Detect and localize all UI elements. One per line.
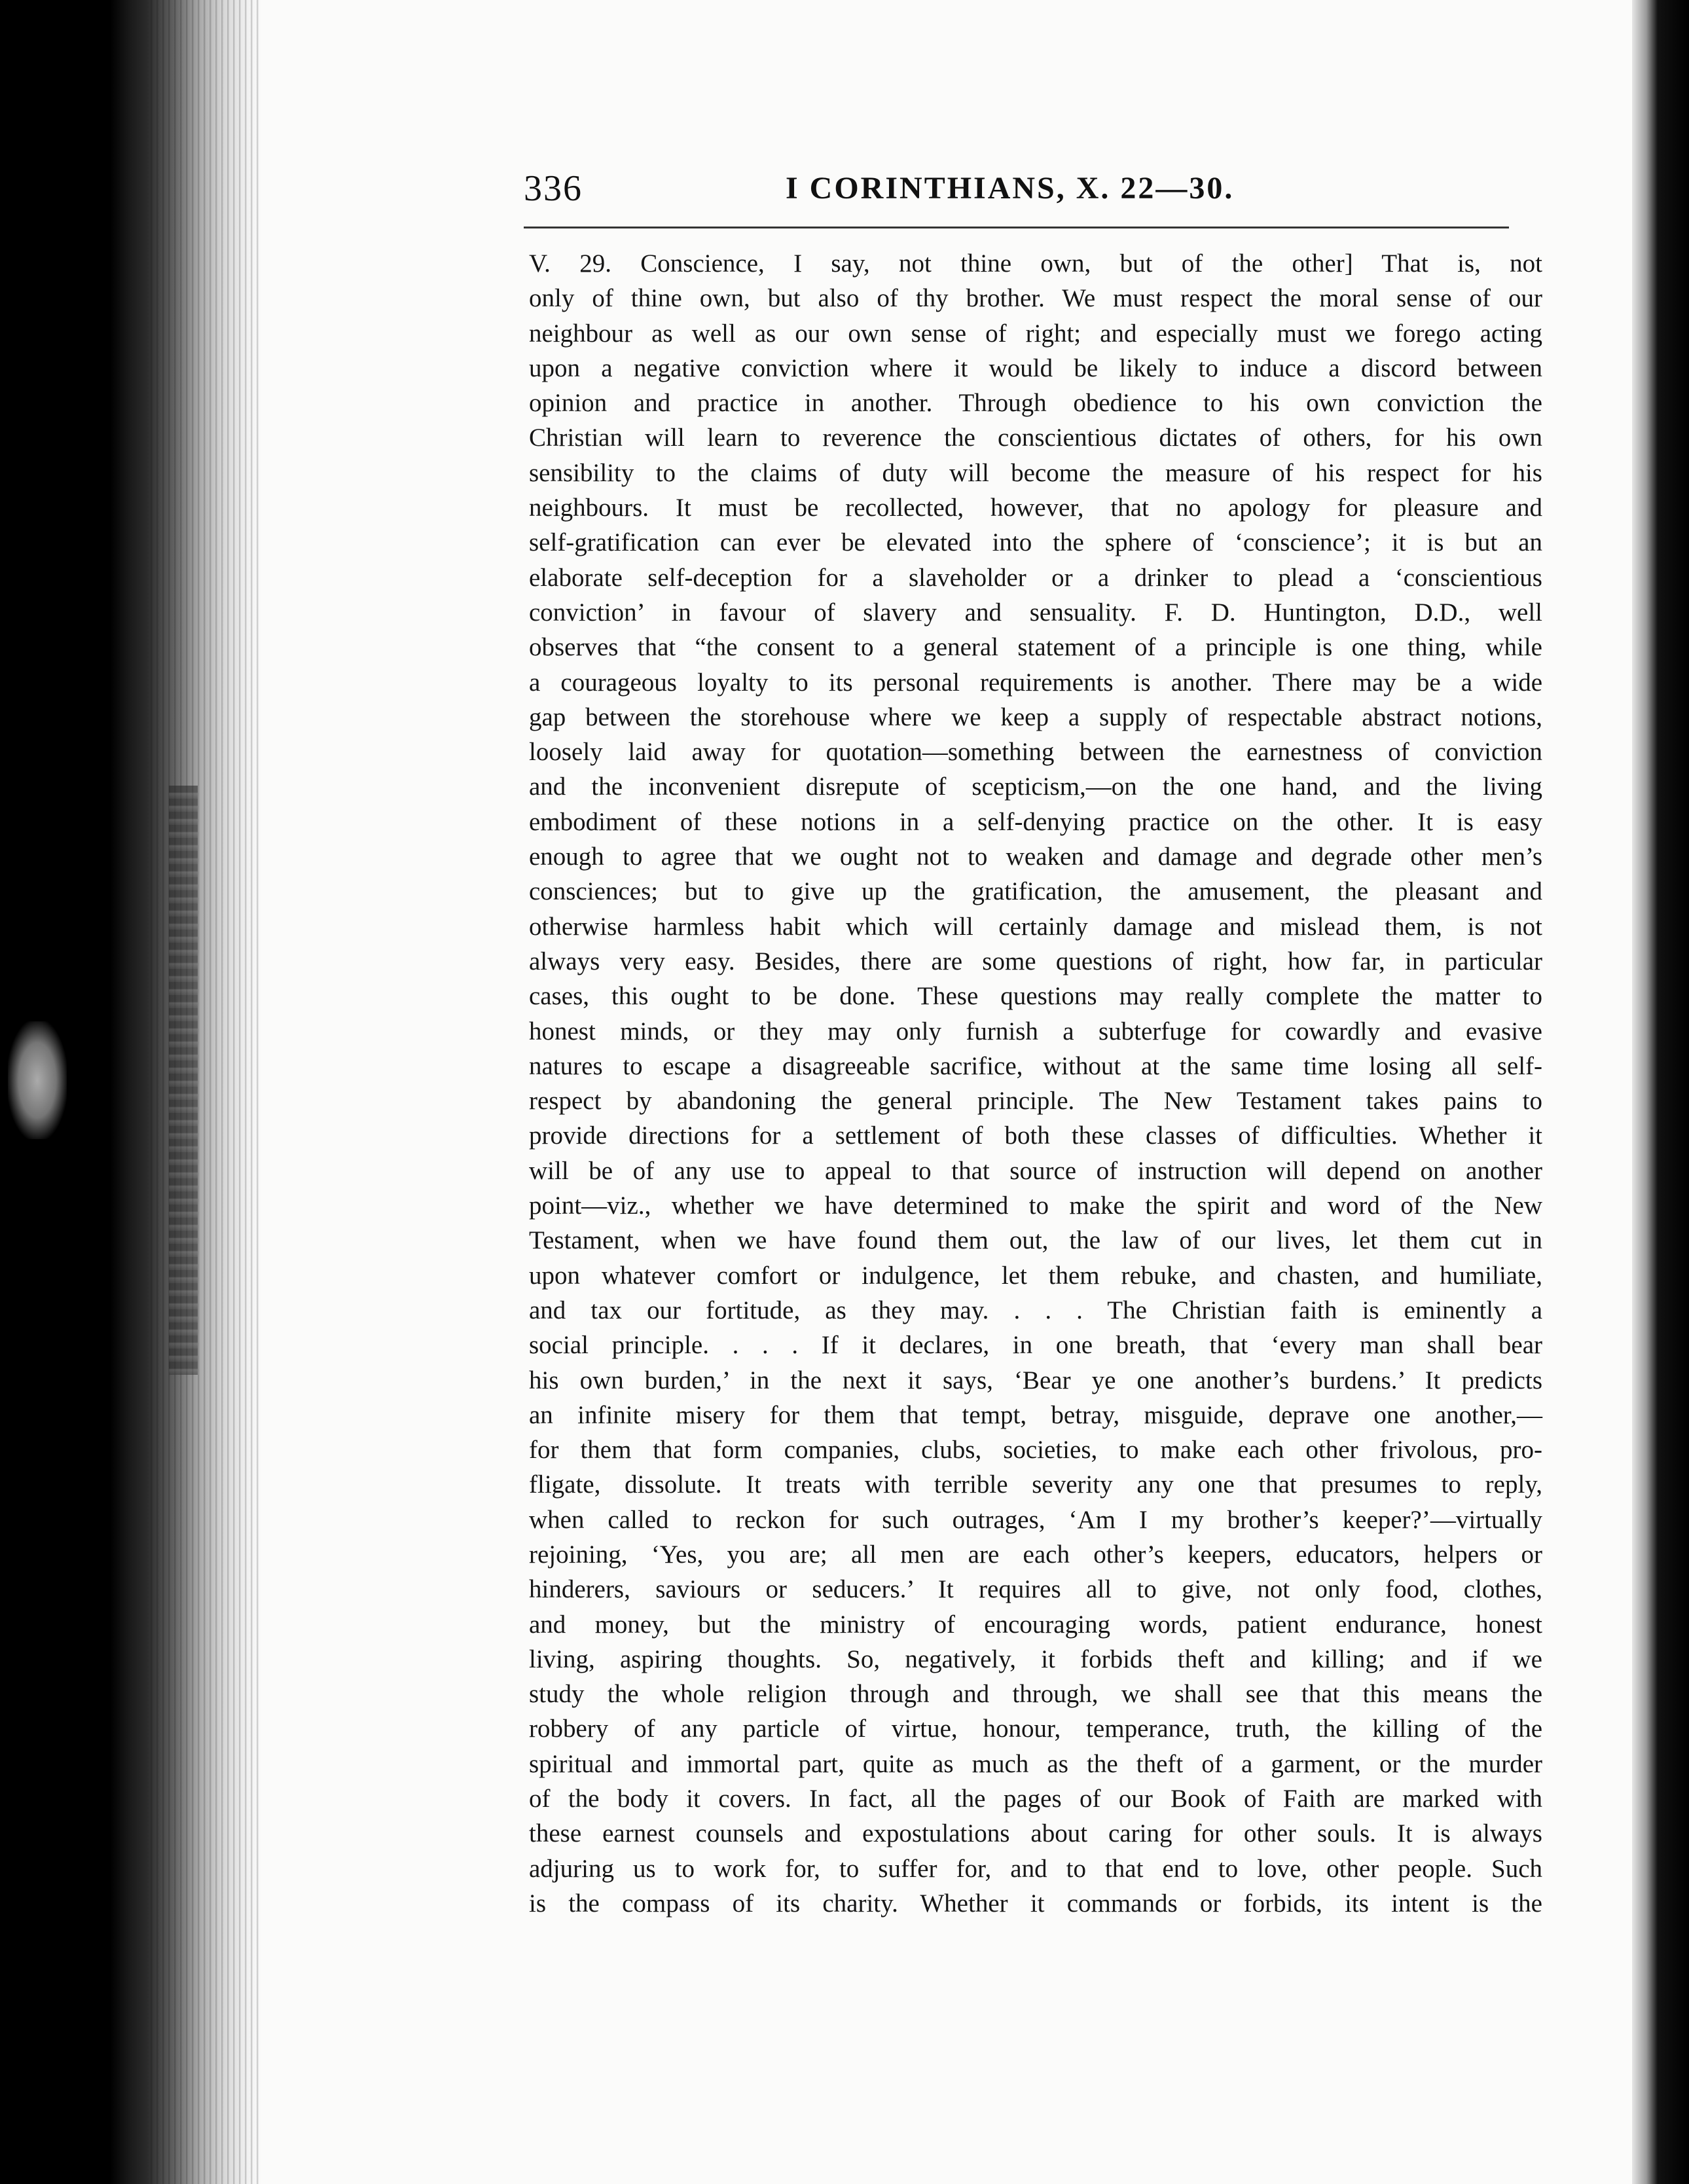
text-line: elaborate self-deception for a slaveholder or a drinker to plead a ‘conscientious (529, 563, 1542, 592)
text-line: provide directions for a settlement of both these classes of difficulties. Whether it (529, 1121, 1542, 1150)
text-line: Christian will learn to reverence the conscientious dictates of others, for his own (529, 424, 1542, 452)
text-line: spiritual and immortal part, quite as much as the theft of a garment, or the murder (529, 1749, 1542, 1778)
text-line: opinion and practice in another. Through obedience to his own conviction the (529, 389, 1542, 418)
text-line: otherwise harmless habit which will certainly damage and mislead them, is not (529, 912, 1542, 941)
page-header (524, 168, 1525, 213)
text-line: for them that form companies, clubs, societies, to make each other frivolous, pro- (529, 1436, 1542, 1465)
text-line: natures to escape a disagreeable sacrifice, without at the same time losing all self- (529, 1051, 1542, 1080)
text-line: Testament, when we have found them out, the law of our lives, let them cut in (529, 1226, 1542, 1255)
text-line: rejoining, ‘Yes, you are; all men are each other’s keepers, educators, helpers or (529, 1540, 1542, 1569)
page-right-shadow (1632, 0, 1689, 2184)
text-line: his own burden,’ in the next it says, ‘Bear ye one another’s burdens.’ It predicts (529, 1366, 1542, 1394)
bookmark-ribbon (8, 1021, 67, 1139)
text-line: hinderers, saviours or seducers.’ It requires all to give, not only food, clothes, (529, 1575, 1542, 1604)
text-line: an infinite misery for them that tempt, betray, misguide, deprave one another,— (529, 1400, 1542, 1429)
text-line: a courageous loyalty to its personal requirements is another. There may be a wide (529, 668, 1542, 697)
text-line: consciences; but to give up the gratification, the amusement, the pleasant and (529, 877, 1542, 906)
text-line: upon whatever comfort or indulgence, let them rebuke, and chasten, and humiliate, (529, 1261, 1542, 1290)
text-line: when called to reckon for such outrages, ‘Am I my brother’s keeper?’—virtually (529, 1505, 1542, 1534)
text-line: sensibility to the claims of duty will become the measure of his respect for his (529, 458, 1542, 487)
text-line: and money, but the ministry of encouraging words, patient endurance, honest (529, 1610, 1542, 1639)
text-line: enough to agree that we ought not to weaken and damage and degrade other men’s (529, 843, 1542, 871)
text-line: is the compass of its charity. Whether it commands or forbids, its intent is the (529, 1889, 1542, 1918)
text-line: observes that “the consent to a general statement of a principle is one thing, while (529, 633, 1542, 662)
text-line: only of thine own, but also of thy brother. We must respect the moral sense of our (529, 284, 1542, 313)
text-line: these earnest counsels and expostulations about caring for other souls. It is always (529, 1819, 1542, 1848)
text-line: robbery of any particle of virtue, honour, temperance, truth, the killing of the (529, 1715, 1542, 1743)
text-line: will be of any use to appeal to that source of instruction will depend on another (529, 1156, 1542, 1185)
text-line: respect by abandoning the general principle. The New Testament takes pains to (529, 1087, 1542, 1116)
text-line: fligate, dissolute. It treats with terrible severity any one that presumes to reply, (529, 1470, 1542, 1499)
text-line: study the whole religion through and through, we shall see that this means the (529, 1680, 1542, 1709)
text-line: social principle. . . . If it declares, in one breath, that ‘every man shall bear (529, 1331, 1542, 1360)
text-line: adjuring us to work for, to suffer for, and to that end to love, other people. Such (529, 1854, 1542, 1883)
text-line: and the inconvenient disrepute of scepticism,—on the one hand, and the living (529, 773, 1542, 801)
text-line: cases, this ought to be done. These questions may really complete the matter to (529, 982, 1542, 1011)
commentary-text (529, 246, 1542, 1921)
text-line: of the body it covers. In fact, all the pages of our Book of Faith are marked with (529, 1785, 1542, 1813)
text-line: upon a negative conviction where it would be likely to induce a discord between (529, 354, 1542, 382)
header-rule (524, 227, 1509, 228)
text-line: V. 29. Conscience, I say, not thine own, but of the other] That is, not (529, 249, 1542, 278)
text-line: loosely laid away for quotation—something between the earnestness of conviction (529, 738, 1542, 767)
text-line: self-gratification can ever be elevated into the sphere of ‘conscience’; it is but an (529, 528, 1542, 557)
text-line: always very easy. Besides, there are some questions of right, how far, in particular (529, 947, 1542, 975)
text-line: embodiment of these notions in a self-denying practice on the other. It is easy (529, 807, 1542, 836)
page-number: 336 (524, 168, 583, 209)
text-line: neighbours. It must be recollected, however, that no apology for pleasure and (529, 494, 1542, 522)
running-head: I CORINTHIANS, X. 22—30. (786, 171, 1235, 206)
text-line: gap between the storehouse where we keep a supply of respectable abstract notions, (529, 702, 1542, 731)
page-edge-stripes (151, 0, 262, 2184)
text-line: point—viz., whether we have determined to make the spirit and word of the New (529, 1192, 1542, 1220)
text-line: conviction’ in favour of slavery and sensuality. F. D. Huntington, D.D., well (529, 598, 1542, 627)
spine-library-stamp (169, 786, 198, 1375)
text-line: and tax our fortitude, as they may. . . . The Christian faith is eminently a (529, 1296, 1542, 1324)
text-line: honest minds, or they may only furnish a subterfuge for cowardly and evasive (529, 1017, 1542, 1046)
text-line: living, aspiring thoughts. So, negatively, it forbids theft and killing; and if we (529, 1645, 1542, 1673)
text-line: neighbour as well as our own sense of right; and especially must we forego acting (529, 319, 1542, 348)
